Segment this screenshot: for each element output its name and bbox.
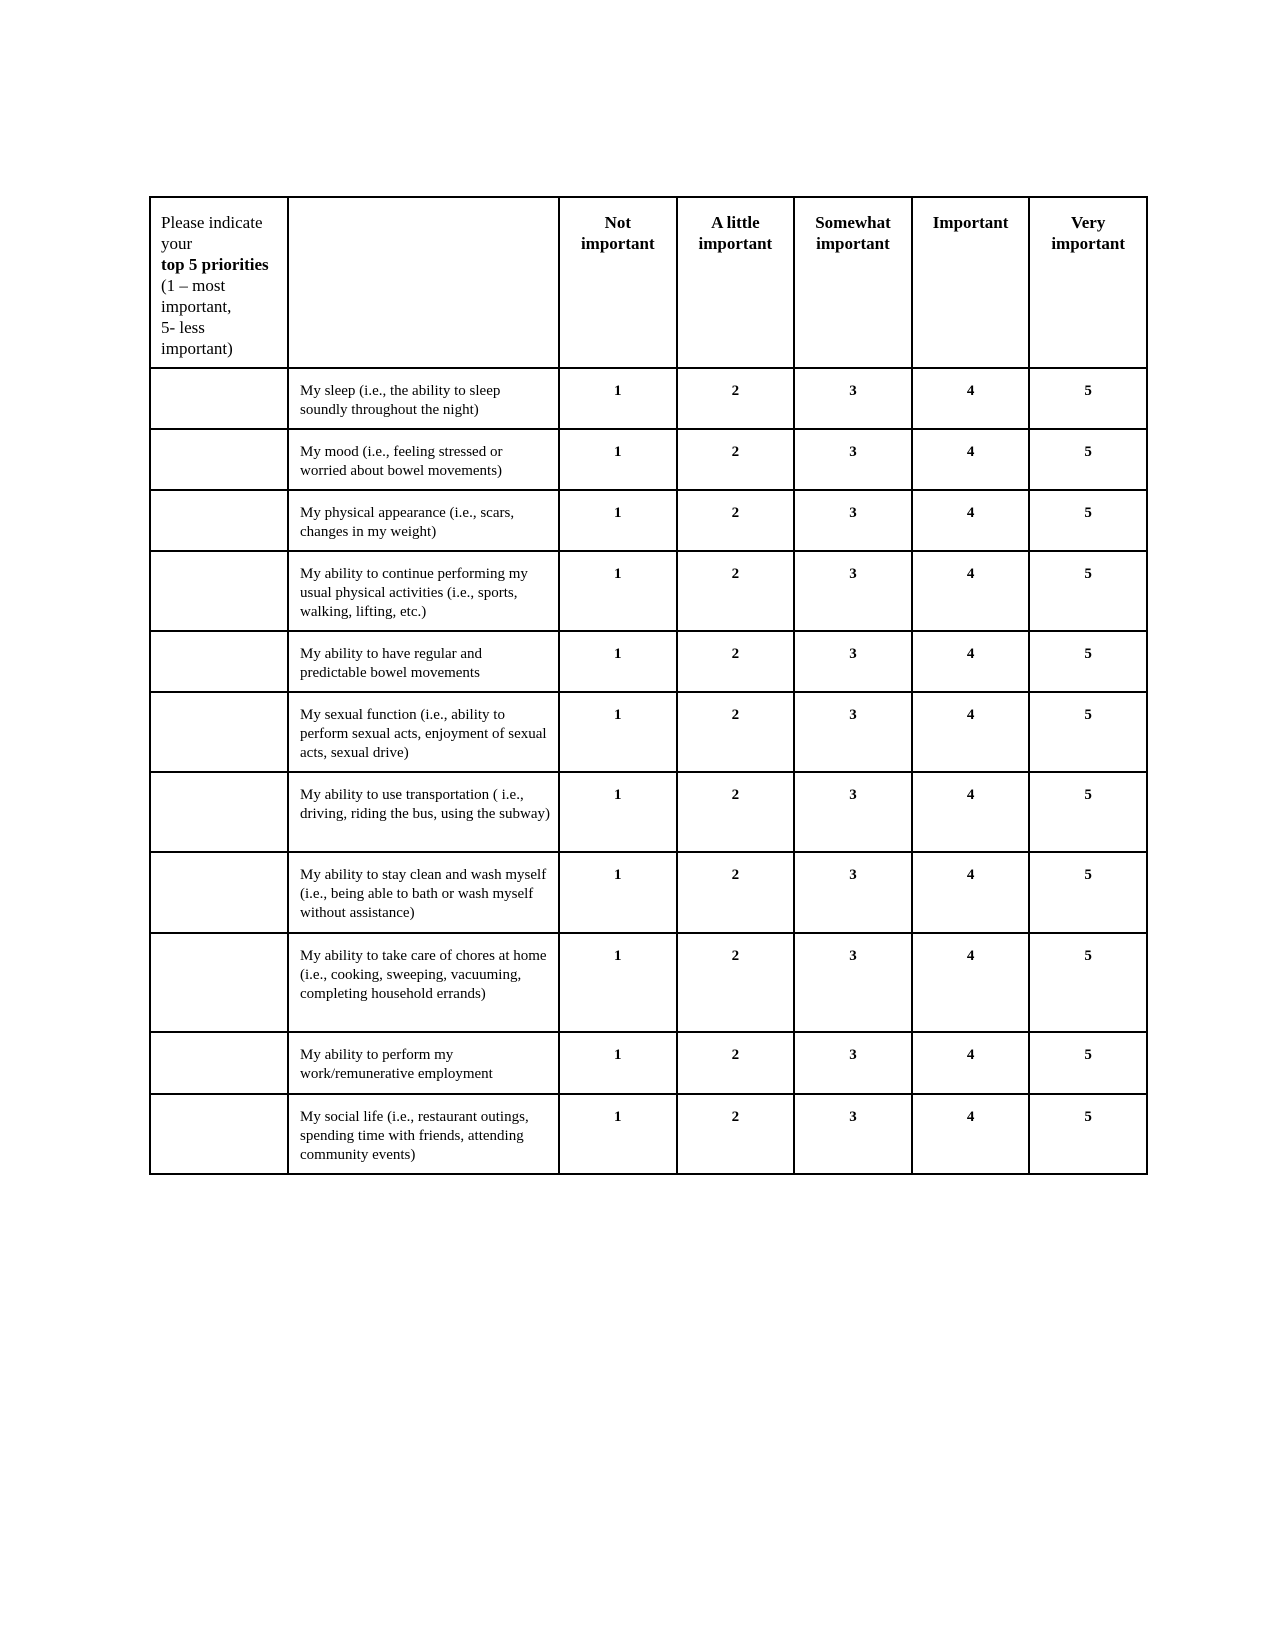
rating-option-4[interactable]: 4 xyxy=(912,429,1030,490)
rating-option-2[interactable]: 2 xyxy=(677,772,795,852)
rating-option-1[interactable]: 1 xyxy=(559,551,677,631)
priority-rank-input-cell[interactable] xyxy=(150,852,288,933)
rating-option-5[interactable]: 5 xyxy=(1029,368,1147,429)
rating-option-4[interactable]: 4 xyxy=(912,692,1030,772)
rating-option-5[interactable]: 5 xyxy=(1029,1032,1147,1094)
priority-instruction-line: important, xyxy=(161,297,232,316)
rating-option-1[interactable]: 1 xyxy=(559,852,677,933)
priorities-table xyxy=(149,196,1148,1175)
table-row xyxy=(150,551,1147,631)
rating-option-4[interactable]: 4 xyxy=(912,772,1030,852)
rating-option-3[interactable]: 3 xyxy=(794,368,912,429)
scale-header-line: A little xyxy=(711,213,760,232)
rating-option-3[interactable]: 3 xyxy=(794,429,912,490)
table-row xyxy=(150,429,1147,490)
priority-item-label: My ability to perform my work/remunerative employment xyxy=(288,1032,559,1094)
rating-option-1[interactable]: 1 xyxy=(559,631,677,692)
scale-header-line: Important xyxy=(932,213,1009,232)
scale-header-somewhat-important xyxy=(794,197,912,368)
rating-option-3[interactable]: 3 xyxy=(794,852,912,933)
priority-item-label: My ability to take care of chores at home (i.e., cooking, sweeping, vacuuming, completing household errands) xyxy=(288,933,559,1032)
scale-header-not-important xyxy=(559,197,677,368)
rating-option-2[interactable]: 2 xyxy=(677,1032,795,1094)
item-column-header xyxy=(288,197,559,368)
priority-item-label: My social life (i.e., restaurant outings, spending time with friends, attending community events) xyxy=(288,1094,559,1174)
rating-option-2[interactable]: 2 xyxy=(677,368,795,429)
rating-option-5[interactable]: 5 xyxy=(1029,1094,1147,1174)
rating-option-4[interactable]: 4 xyxy=(912,933,1030,1032)
priority-instruction-line: your xyxy=(161,234,193,253)
rating-option-2[interactable]: 2 xyxy=(677,852,795,933)
priority-item-label: My sleep (i.e., the ability to sleep soundly throughout the night) xyxy=(288,368,559,429)
rating-option-3[interactable]: 3 xyxy=(794,692,912,772)
rating-option-2[interactable]: 2 xyxy=(677,551,795,631)
table-row xyxy=(150,772,1147,852)
rating-option-3[interactable]: 3 xyxy=(794,490,912,551)
table-row xyxy=(150,1032,1147,1094)
scale-header-very-important xyxy=(1029,197,1147,368)
rating-option-3[interactable]: 3 xyxy=(794,772,912,852)
priority-instruction-line: 5- less xyxy=(161,318,205,337)
rating-option-5[interactable]: 5 xyxy=(1029,631,1147,692)
rating-option-1[interactable]: 1 xyxy=(559,368,677,429)
scale-header-line: important xyxy=(1051,234,1125,253)
priority-item-label: My ability to stay clean and wash myself (i.e., being able to bath or wash myself without assistance) xyxy=(288,852,559,933)
table-row xyxy=(150,490,1147,551)
rating-option-2[interactable]: 2 xyxy=(677,1094,795,1174)
priority-rank-input-cell[interactable] xyxy=(150,1032,288,1094)
scale-header-line: Very xyxy=(1071,213,1106,232)
table-row xyxy=(150,852,1147,933)
rating-option-1[interactable]: 1 xyxy=(559,1094,677,1174)
rating-option-1[interactable]: 1 xyxy=(559,1032,677,1094)
rating-option-1[interactable]: 1 xyxy=(559,429,677,490)
priority-rank-input-cell[interactable] xyxy=(150,933,288,1032)
rating-option-5[interactable]: 5 xyxy=(1029,692,1147,772)
rating-option-3[interactable]: 3 xyxy=(794,551,912,631)
scale-header-line: important xyxy=(698,234,773,253)
rating-option-4[interactable]: 4 xyxy=(912,551,1030,631)
rating-option-2[interactable]: 2 xyxy=(677,631,795,692)
rating-option-2[interactable]: 2 xyxy=(677,429,795,490)
rating-option-3[interactable]: 3 xyxy=(794,933,912,1032)
rating-option-3[interactable]: 3 xyxy=(794,1094,912,1174)
rating-option-1[interactable]: 1 xyxy=(559,692,677,772)
rating-option-4[interactable]: 4 xyxy=(912,1032,1030,1094)
table-row xyxy=(150,631,1147,692)
rating-option-5[interactable]: 5 xyxy=(1029,933,1147,1032)
priorities-table-body xyxy=(150,368,1147,1174)
priority-instruction-line: (1 – most xyxy=(161,276,226,295)
priority-rank-input-cell[interactable] xyxy=(150,772,288,852)
rating-option-4[interactable]: 4 xyxy=(912,490,1030,551)
priority-rank-input-cell[interactable] xyxy=(150,692,288,772)
rating-option-1[interactable]: 1 xyxy=(559,772,677,852)
priority-item-label: My sexual function (i.e., ability to perform sexual acts, enjoyment of sexual acts, sexual drive) xyxy=(288,692,559,772)
rating-option-5[interactable]: 5 xyxy=(1029,429,1147,490)
priority-instruction-line: important) xyxy=(161,339,233,358)
rating-option-5[interactable]: 5 xyxy=(1029,551,1147,631)
priority-instruction-line: Please indicate xyxy=(161,213,263,232)
priority-rank-input-cell[interactable] xyxy=(150,368,288,429)
table-row xyxy=(150,692,1147,772)
scale-header-line: important xyxy=(580,234,655,253)
rating-option-2[interactable]: 2 xyxy=(677,933,795,1032)
priority-rank-input-cell[interactable] xyxy=(150,551,288,631)
table-row xyxy=(150,933,1147,1032)
rating-option-3[interactable]: 3 xyxy=(794,631,912,692)
rating-option-1[interactable]: 1 xyxy=(559,933,677,1032)
scale-header-a-little-important xyxy=(677,197,795,368)
priority-item-label: My ability to use transportation ( i.e., driving, riding the bus, using the subway) xyxy=(288,772,559,852)
priority-rank-input-cell[interactable] xyxy=(150,429,288,490)
priority-rank-input-cell[interactable] xyxy=(150,1094,288,1174)
priority-rank-input-cell[interactable] xyxy=(150,490,288,551)
rating-option-5[interactable]: 5 xyxy=(1029,490,1147,551)
priority-item-label: My physical appearance (i.e., scars, changes in my weight) xyxy=(288,490,559,551)
priority-rank-input-cell[interactable] xyxy=(150,631,288,692)
rating-option-3[interactable]: 3 xyxy=(794,1032,912,1094)
header-row xyxy=(150,197,1147,368)
priority-instruction-emphasis: top 5 priorities xyxy=(161,255,269,274)
priority-instruction-header xyxy=(150,197,288,368)
priority-item-label: My ability to have regular and predictable bowel movements xyxy=(288,631,559,692)
rating-option-4[interactable]: 4 xyxy=(912,368,1030,429)
scale-header-line: Somewhat xyxy=(815,213,891,232)
table-row xyxy=(150,368,1147,429)
rating-option-5[interactable]: 5 xyxy=(1029,852,1147,933)
rating-option-4[interactable]: 4 xyxy=(912,631,1030,692)
rating-option-4[interactable]: 4 xyxy=(912,852,1030,933)
rating-option-4[interactable]: 4 xyxy=(912,1094,1030,1174)
scale-header-line: important xyxy=(816,234,890,253)
rating-option-2[interactable]: 2 xyxy=(677,490,795,551)
scale-header-line: Not xyxy=(604,213,632,232)
rating-option-2[interactable]: 2 xyxy=(677,692,795,772)
table-row xyxy=(150,1094,1147,1174)
rating-option-5[interactable]: 5 xyxy=(1029,772,1147,852)
rating-option-1[interactable]: 1 xyxy=(559,490,677,551)
priority-item-label: My ability to continue performing my usual physical activities (i.e., sports, walking, lifting, etc.) xyxy=(288,551,559,631)
priority-item-label: My mood (i.e., feeling stressed or worried about bowel movements) xyxy=(288,429,559,490)
scale-header-important xyxy=(912,197,1030,368)
